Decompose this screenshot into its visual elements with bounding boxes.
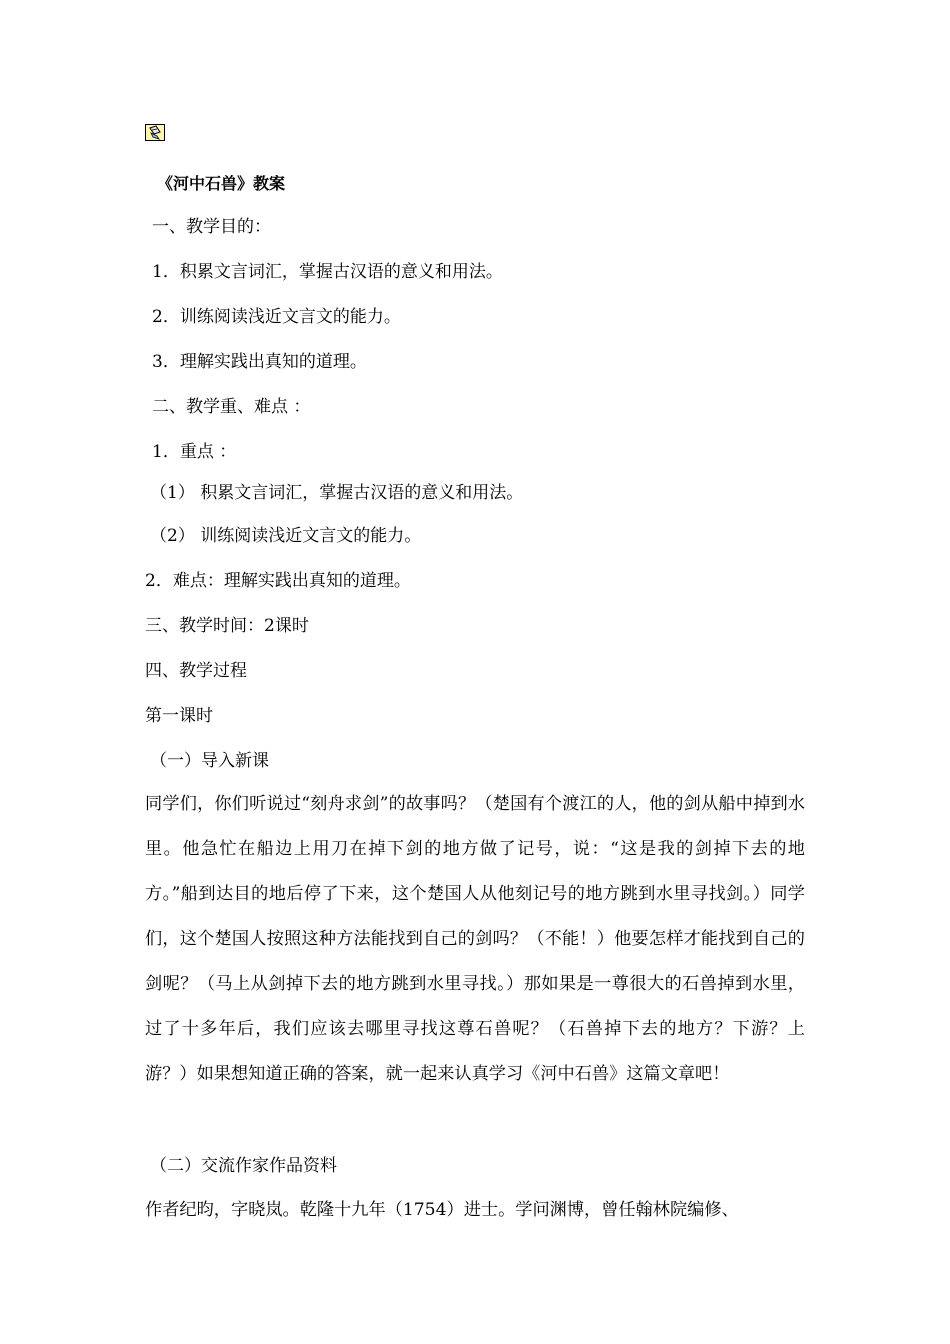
key-point-item-1: （1） 积累文言词汇，掌握古汉语的意义和用法。 bbox=[150, 483, 524, 503]
objective-item-3: 3．理解实践出真知的道理。 bbox=[152, 352, 367, 372]
author-paragraph: 作者纪昀，字晓岚。乾隆十九年（1754）进士。学问渊博，曾任翰林院编修、 bbox=[145, 1200, 739, 1220]
lesson-one-heading: 第一课时 bbox=[145, 706, 213, 726]
section-heading-key-points: 二、教学重、难点 ： bbox=[152, 397, 311, 417]
section-heading-objectives: 一、教学目的： bbox=[152, 217, 271, 237]
key-point-heading: 1．重点 ： bbox=[152, 442, 237, 462]
objective-item-1: 1．积累文言词汇，掌握古汉语的意义和用法。 bbox=[152, 262, 503, 282]
intro-paragraph: 同学们，你们听说过“刻舟求剑”的故事吗？（楚国有个渡江的人，他的剑从船中掉到水里。他急忙在船边上用刀在掉下剑的地方做了记号，说：“这是我的剑掉下去的地方。”船到达目的地后停了下来，这个楚国人从他刻记号的地方跳到水里寻找剑。）同学们，这个楚国人按照这种方法能找到自己的剑吗？（不能！）他要怎样才能找到自己的剑呢？（马上从剑掉下去的地方跳到水里寻找。）那如果是一尊很大的石兽掉到水里，过了十多年后，我们应该去哪里寻找这尊石兽呢？（石兽掉下去的地方？下游？上游？）如果想知道正确的答案，就一起来认真学习《河中石兽》这篇文章吧！ bbox=[145, 794, 805, 1084]
document-icon bbox=[145, 124, 165, 141]
intro-heading: （一）导入新课 bbox=[150, 751, 269, 771]
document-title: 《河中石兽》教案 bbox=[157, 174, 286, 193]
objective-item-2: 2．训练阅读浅近文言文的能力。 bbox=[152, 307, 401, 327]
section-heading-time: 三、教学时间：2课时 bbox=[145, 616, 309, 636]
section-heading-author-info: （二）交流作家作品资料 bbox=[150, 1156, 337, 1176]
difficulty-item: 2．难点：理解实践出真知的道理。 bbox=[145, 571, 411, 591]
key-point-item-2: （2） 训练阅读浅近文言文的能力。 bbox=[150, 526, 422, 546]
section-heading-process: 四、教学过程 bbox=[145, 661, 247, 681]
